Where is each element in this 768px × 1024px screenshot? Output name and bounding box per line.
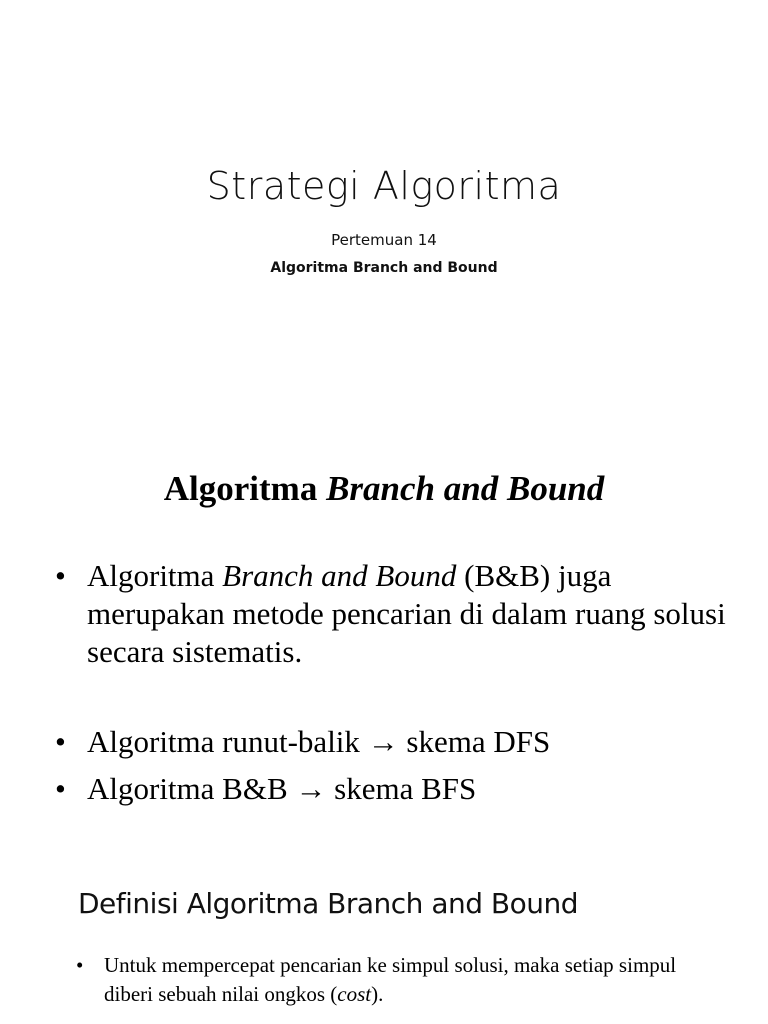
bullet-right: skema BFS [334, 771, 477, 806]
bullet-left: Algoritma runut-balik [87, 724, 360, 759]
bullet-item [55, 557, 735, 671]
arrow-icon: → [295, 771, 327, 806]
intro-heading-plain: Algoritma [163, 469, 327, 508]
title-slide [0, 0, 768, 420]
bullet-text [104, 951, 716, 1009]
bullet-item [55, 770, 735, 808]
slide-topic: Algoritma Branch and Bound [270, 260, 498, 276]
arrow-icon: → [367, 724, 399, 759]
intro-heading-italic: Branch and Bound [326, 469, 605, 508]
bullet-text [87, 557, 735, 671]
bullet-right: skema DFS [406, 724, 551, 759]
bullet-text-suffix: (B&B) juga merupakan metode pencarian di dalam ruang solusi secara sistematis. [87, 558, 726, 669]
bullet-dot: • [76, 953, 84, 977]
bullet-dot: • [55, 771, 66, 806]
slide-subtitle: Pertemuan 14 [331, 231, 437, 249]
definition-slide [0, 850, 768, 1024]
bullet-text-prefix: Algoritma [87, 558, 223, 593]
bullet-text-suffix: ). [371, 982, 384, 1006]
bullet-text [87, 770, 735, 808]
bullet-dot: • [55, 558, 66, 593]
bullet-left: Algoritma B&B [87, 771, 288, 806]
definition-heading: Definisi Algoritma Branch and Bound [78, 887, 579, 920]
slide-title: Strategi Algoritma [206, 164, 562, 208]
bullet-dot: • [55, 724, 66, 759]
bullet-item [76, 951, 716, 1009]
bullet-item [55, 723, 735, 761]
bullet-text-italic: cost [337, 982, 372, 1006]
bullet-text-prefix: Untuk mempercepat pencarian ke simpul solusi, maka setiap simpul diberi sebuah nilai ongkos ( [104, 953, 677, 1006]
bullet-text [87, 723, 735, 761]
intro-heading [0, 469, 768, 509]
bullet-text-italic: Branch and Bound [222, 558, 457, 593]
intro-slide [0, 420, 768, 850]
